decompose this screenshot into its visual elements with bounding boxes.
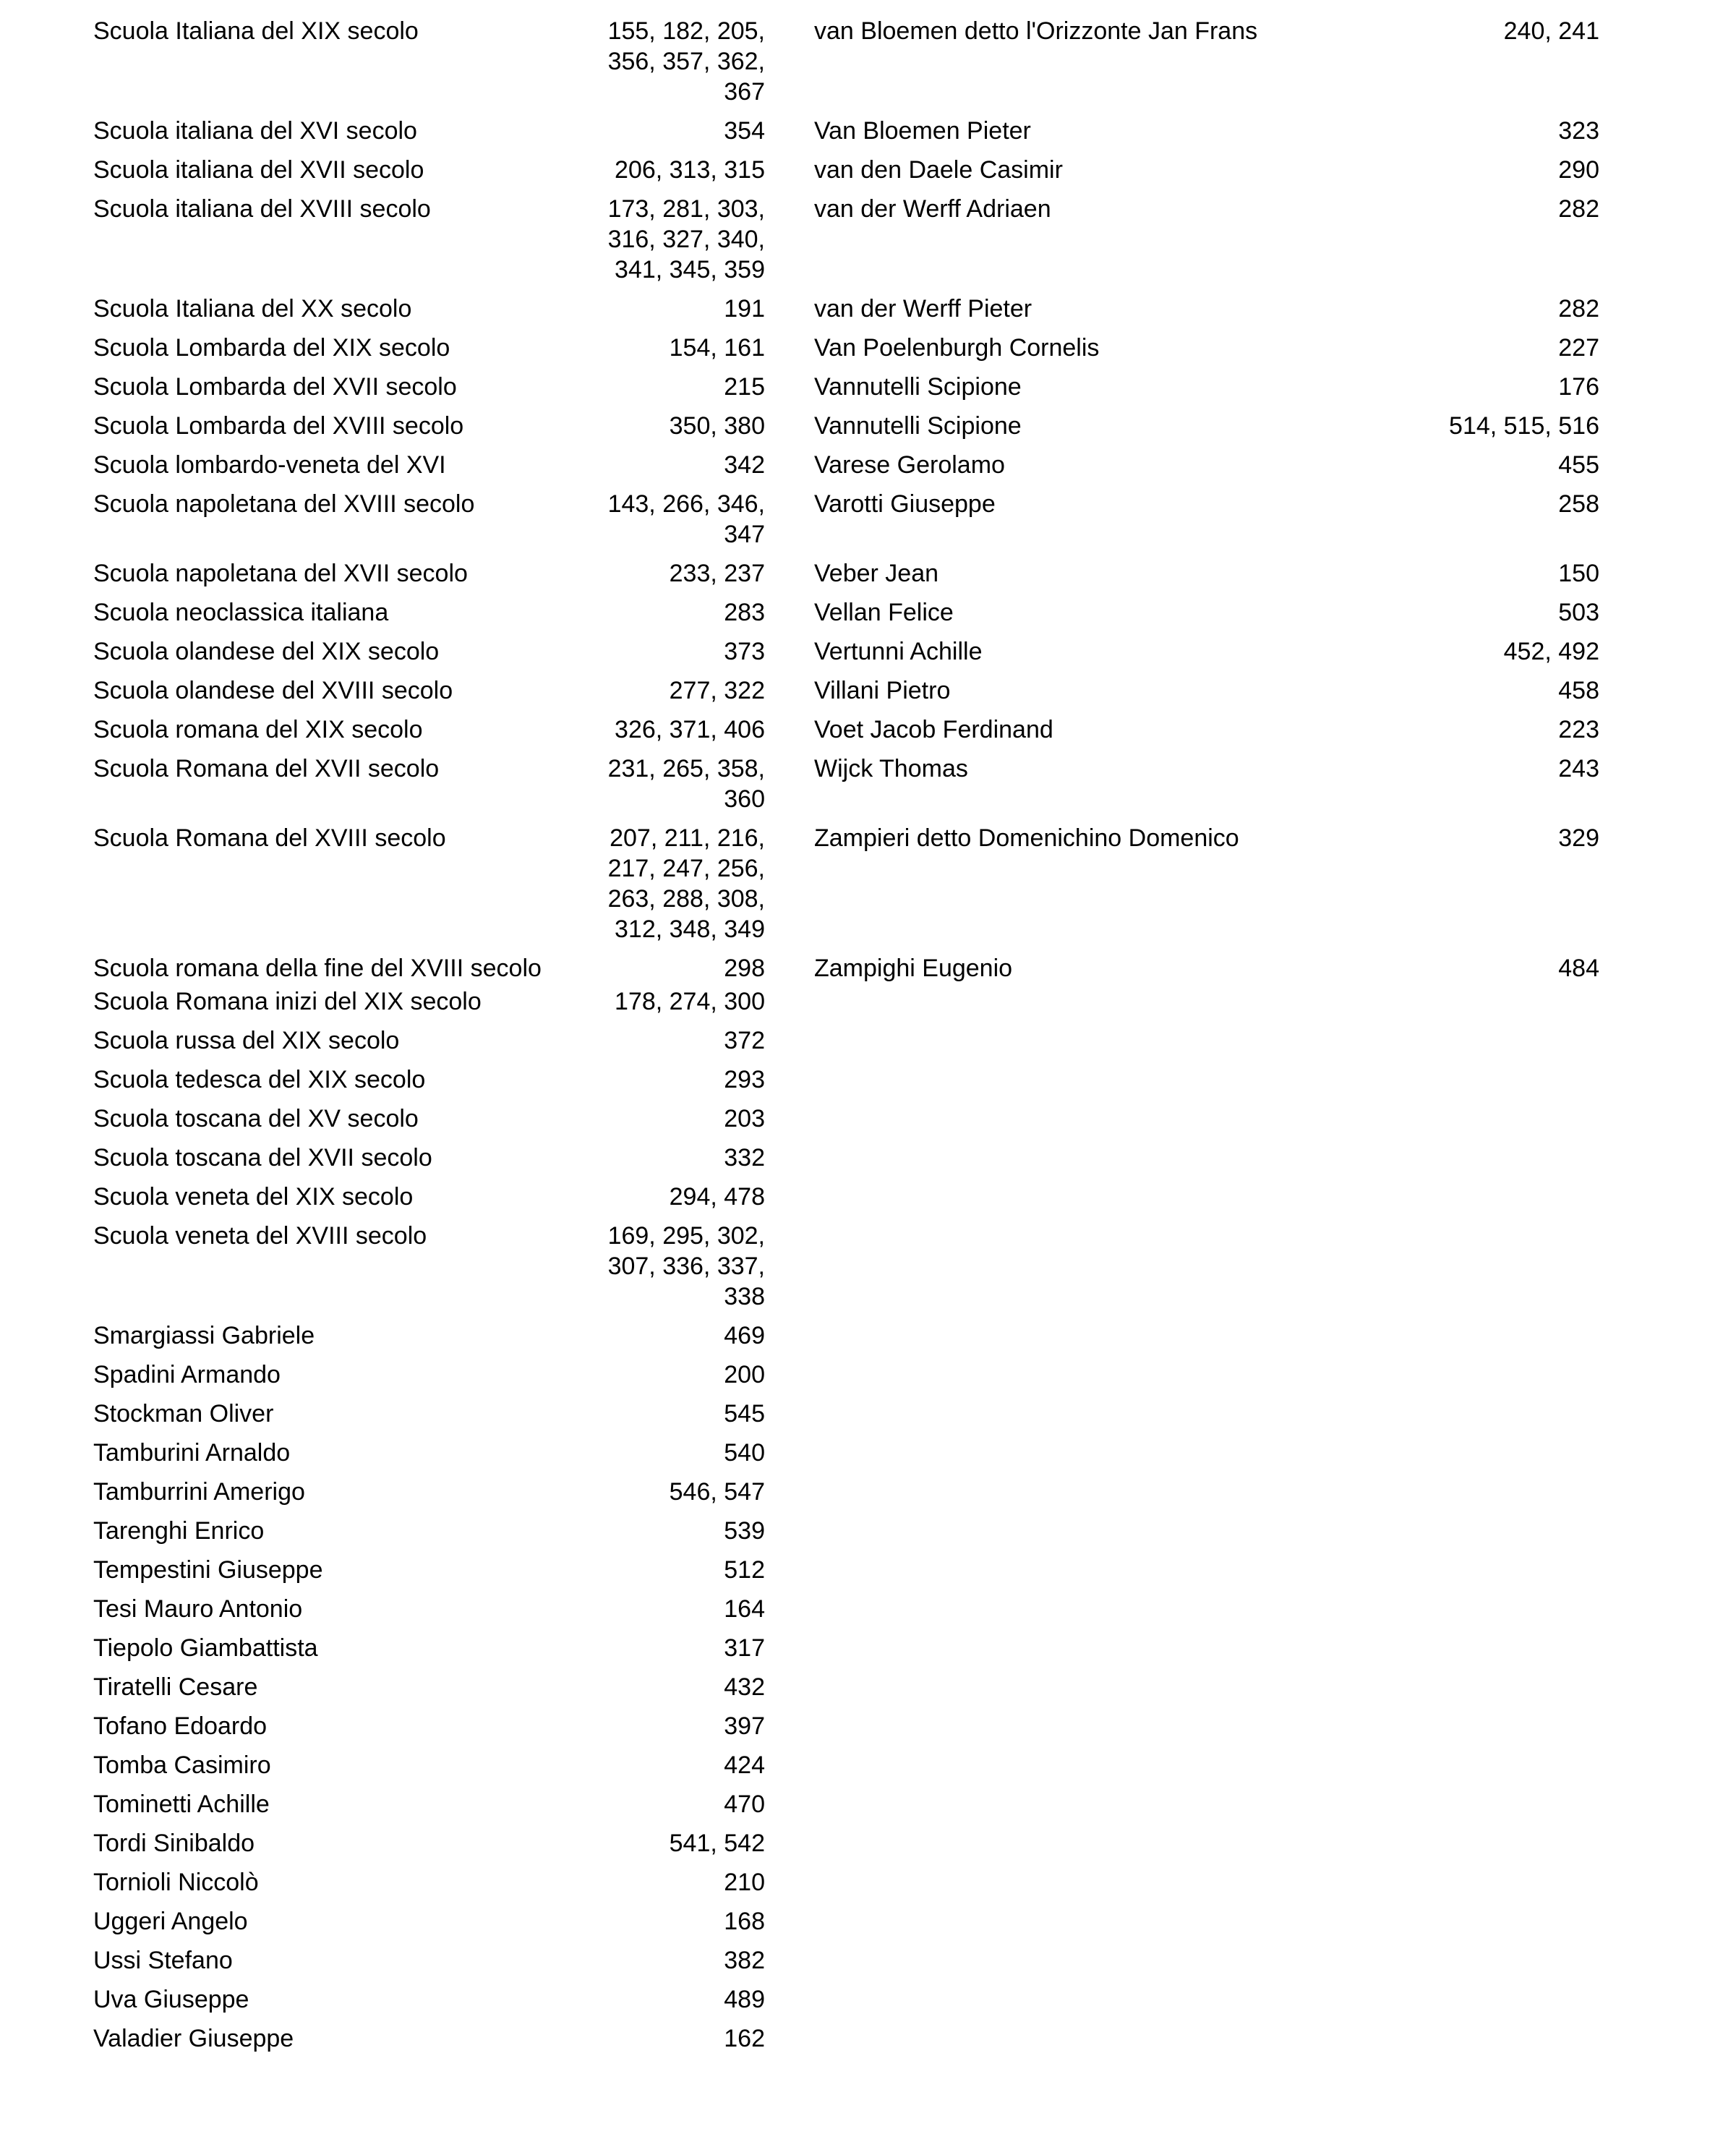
entry-name: Scuola lombardo-veneta del XVI [93, 451, 446, 479]
entry-name: Stockman Oliver [93, 1400, 274, 1428]
entry-pages: 329 [1558, 824, 1599, 852]
entry-pages: 342 [724, 451, 765, 479]
entry-pages: 326, 371, 406 [615, 716, 765, 743]
entry-pages: 489 [724, 1986, 765, 2013]
entry-name: Scuola italiana del XVII secolo [93, 156, 424, 184]
index-entry [93, 1064, 765, 1104]
entry-name: Wijck Thomas [814, 755, 968, 782]
index-entry [93, 1516, 765, 1555]
entry-pages: 332 [724, 1144, 765, 1172]
index-entry [93, 1867, 765, 1906]
entry-pages: 540 [724, 1439, 765, 1467]
index-entry [93, 16, 765, 116]
entry-pages: 164 [724, 1595, 765, 1623]
entry-pages: 458 [1558, 677, 1599, 704]
index-entry [93, 1477, 765, 1516]
entry-name: Tamburini Arnaldo [93, 1439, 291, 1467]
index-entry [93, 333, 765, 372]
index-entry [93, 1789, 765, 1828]
entry-pages: 240, 241 [1503, 17, 1599, 45]
entry-pages: 424 [724, 1751, 765, 1779]
entry-name: van der Werff Adriaen [814, 195, 1051, 223]
entry-name: Valadier Giuseppe [93, 2025, 294, 2052]
entry-pages: 539 [724, 1517, 765, 1545]
index-entry [814, 636, 1599, 675]
entry-pages: 210 [724, 1869, 765, 1896]
entry-pages: 298 [724, 955, 765, 982]
index-entry [814, 558, 1599, 597]
entry-name: Scuola Lombarda del XIX secolo [93, 334, 450, 362]
entry-pages: 469 [724, 1322, 765, 1349]
entry-pages: 470 [724, 1791, 765, 1818]
entry-name: Scuola Lombarda del XVII secolo [93, 373, 457, 401]
entry-name: Scuola italiana del XVI secolo [93, 117, 417, 145]
index-entry [93, 1672, 765, 1711]
entry-pages: 155, 182, 205, 356, 357, 362, 367 [607, 17, 765, 106]
entry-name: Tominetti Achille [93, 1791, 270, 1818]
index-entry [93, 1438, 765, 1477]
index-entry [93, 1750, 765, 1789]
entry-name: Varese Gerolamo [814, 451, 1005, 479]
entry-pages: 206, 313, 315 [615, 156, 765, 184]
entry-name: Uva Giuseppe [93, 1986, 249, 2013]
index-entry [93, 986, 765, 1025]
entry-pages: 203 [724, 1105, 765, 1132]
entry-name: Vertunni Achille [814, 638, 983, 665]
entry-pages: 258 [1558, 490, 1599, 518]
index-entry [93, 754, 765, 823]
entry-name: Van Poelenburgh Cornelis [814, 334, 1100, 362]
entry-name: Voet Jacob Ferdinand [814, 716, 1053, 743]
index-entry [93, 1906, 765, 1945]
entry-name: van den Daele Casimir [814, 156, 1063, 184]
index-entry [814, 714, 1599, 754]
index-entry [814, 450, 1599, 489]
entry-name: Scuola romana della fine del XVIII secolo [93, 955, 542, 982]
entry-pages: 512 [724, 1556, 765, 1584]
entry-pages: 290 [1558, 156, 1599, 184]
index-entry [93, 1360, 765, 1399]
index-entry [93, 116, 765, 155]
entry-name: Tornioli Niccolò [93, 1869, 259, 1896]
index-entry [93, 675, 765, 714]
index-entry [93, 714, 765, 754]
entry-name: Scuola romana del XIX secolo [93, 716, 423, 743]
entry-pages: 283 [724, 599, 765, 626]
entry-name: Scuola tedesca del XIX secolo [93, 1066, 426, 1093]
entry-name: Scuola Romana del XVII secolo [93, 755, 440, 782]
index-entry [814, 294, 1599, 333]
entry-name: Scuola Romana del XVIII secolo [93, 824, 446, 852]
index-entry [93, 1828, 765, 1867]
index-entry [93, 823, 765, 953]
entry-name: Tamburrini Amerigo [93, 1478, 305, 1506]
entry-pages: 277, 322 [669, 677, 765, 704]
entry-name: Scuola Lombarda del XVIII secolo [93, 412, 464, 440]
entry-pages: 541, 542 [669, 1830, 765, 1857]
entry-name: Tiratelli Cesare [93, 1673, 258, 1701]
entry-pages: 233, 237 [669, 560, 765, 587]
entry-name: Tomba Casimiro [93, 1751, 271, 1779]
index-entry [93, 1945, 765, 1984]
entry-pages: 223 [1558, 716, 1599, 743]
entry-pages: 191 [724, 295, 765, 323]
entry-name: van der Werff Pieter [814, 295, 1032, 323]
entry-name: Scuola veneta del XIX secolo [93, 1183, 414, 1211]
index-entry [93, 450, 765, 489]
index-entry [93, 636, 765, 675]
entry-pages: 200 [724, 1361, 765, 1388]
entry-name: Scuola olandese del XIX secolo [93, 638, 440, 665]
entry-pages: 397 [724, 1712, 765, 1740]
entry-pages: 514, 515, 516 [1449, 412, 1599, 440]
entry-pages: 373 [724, 638, 765, 665]
entry-name: Scuola Italiana del XX secolo [93, 295, 412, 323]
entry-pages: 176 [1558, 373, 1599, 401]
entry-name: Tofano Edoardo [93, 1712, 268, 1740]
entry-pages: 503 [1558, 599, 1599, 626]
entry-pages: 294, 478 [669, 1183, 765, 1211]
index-entry [93, 194, 765, 294]
entry-name: Varotti Giuseppe [814, 490, 996, 518]
index-entry [814, 675, 1599, 714]
entry-pages: 150 [1558, 560, 1599, 587]
entry-name: Van Bloemen Pieter [814, 117, 1031, 145]
index-entry [814, 16, 1599, 116]
index-entry [93, 558, 765, 597]
index-left-column [93, 16, 765, 2062]
entry-name: Scuola russa del XIX secolo [93, 1027, 400, 1054]
entry-pages: 372 [724, 1027, 765, 1054]
entry-pages: 382 [724, 1947, 765, 1974]
index-entry [93, 1399, 765, 1438]
entry-pages: 452, 492 [1503, 638, 1599, 665]
index-entry [93, 1221, 765, 1320]
entry-pages: 173, 281, 303, 316, 327, 340, 341, 345, 359 [607, 195, 765, 283]
entry-pages: 154, 161 [669, 334, 765, 362]
index-entry [93, 372, 765, 411]
index-entry [814, 597, 1599, 636]
entry-name: Vannutelli Scipione [814, 412, 1022, 440]
entry-name: Scuola italiana del XVIII secolo [93, 195, 431, 223]
entry-name: Vannutelli Scipione [814, 373, 1022, 401]
index-entry [93, 1182, 765, 1221]
entry-name: Veber Jean [814, 560, 939, 587]
entry-pages: 243 [1558, 755, 1599, 782]
index-entry [93, 1143, 765, 1182]
entry-name: Tempestini Giuseppe [93, 1556, 323, 1584]
entry-pages: 293 [724, 1066, 765, 1093]
entry-pages: 545 [724, 1400, 765, 1428]
entry-pages: 282 [1558, 195, 1599, 223]
entry-pages: 215 [724, 373, 765, 401]
index-entry [93, 155, 765, 194]
entry-pages: 484 [1558, 955, 1599, 982]
entry-name: Scuola napoletana del XVII secolo [93, 560, 468, 587]
entry-pages: 227 [1558, 334, 1599, 362]
index-entry [93, 1633, 765, 1672]
entry-pages: 178, 274, 300 [615, 988, 765, 1015]
index-entry [93, 953, 765, 986]
index-entry [814, 754, 1599, 823]
entry-pages: 169, 295, 302, 307, 336, 337, 338 [607, 1222, 765, 1310]
index-entry [93, 597, 765, 636]
entry-name: Tordi Sinibaldo [93, 1830, 255, 1857]
entry-name: Spadini Armando [93, 1361, 281, 1388]
index-entry [814, 489, 1599, 558]
entry-name: Tiepolo Giambattista [93, 1634, 318, 1662]
index-entry [93, 1984, 765, 2023]
index-entry [814, 953, 1599, 992]
entry-pages: 317 [724, 1634, 765, 1662]
entry-name: Scuola toscana del XV secolo [93, 1105, 419, 1132]
index-right-column [814, 16, 1599, 992]
entry-name: Zampighi Eugenio [814, 955, 1013, 982]
entry-name: Vellan Felice [814, 599, 954, 626]
index-entry [93, 1320, 765, 1360]
entry-name: Scuola toscana del XVII secolo [93, 1144, 432, 1172]
entry-pages: 350, 380 [669, 412, 765, 440]
entry-name: Villani Pietro [814, 677, 951, 704]
entry-pages: 231, 265, 358, 360 [607, 755, 765, 813]
entry-name: Scuola neoclassica italiana [93, 599, 389, 626]
entry-pages: 546, 547 [669, 1478, 765, 1506]
index-entry [93, 1025, 765, 1064]
entry-name: Uggeri Angelo [93, 1908, 248, 1935]
entry-pages: 323 [1558, 117, 1599, 145]
index-entry [93, 411, 765, 450]
entry-pages: 162 [724, 2025, 765, 2052]
index-entry [814, 194, 1599, 294]
entry-pages: 143, 266, 346, 347 [607, 490, 765, 548]
index-entry [93, 294, 765, 333]
index-entry [93, 2023, 765, 2062]
entry-name: van Bloemen detto l'Orizzonte Jan Frans [814, 17, 1258, 45]
entry-name: Scuola olandese del XVIII secolo [93, 677, 453, 704]
entry-pages: 207, 211, 216, 217, 247, 256, 263, 288, 308, 312, 348, 349 [607, 824, 765, 943]
entry-name: Scuola Romana inizi del XIX secolo [93, 988, 482, 1015]
index-entry [814, 116, 1599, 155]
index-entry [814, 155, 1599, 194]
entry-name: Smargiassi Gabriele [93, 1322, 315, 1349]
entry-pages: 455 [1558, 451, 1599, 479]
entry-name: Tesi Mauro Antonio [93, 1595, 303, 1623]
entry-pages: 282 [1558, 295, 1599, 323]
entry-name: Scuola Italiana del XIX secolo [93, 17, 419, 45]
entry-name: Tarenghi Enrico [93, 1517, 265, 1545]
index-entry [814, 333, 1599, 372]
entry-name: Scuola veneta del XVIII secolo [93, 1222, 427, 1250]
entry-pages: 432 [724, 1673, 765, 1701]
index-entry [93, 1555, 765, 1594]
index-entry [93, 489, 765, 558]
entry-pages: 168 [724, 1908, 765, 1935]
index-entry [93, 1711, 765, 1750]
index-entry [814, 823, 1599, 953]
entry-name: Scuola napoletana del XVIII secolo [93, 490, 475, 518]
entry-pages: 354 [724, 117, 765, 145]
entry-name: Ussi Stefano [93, 1947, 233, 1974]
index-entry [814, 411, 1599, 450]
index-entry [814, 372, 1599, 411]
index-entry [93, 1594, 765, 1633]
entry-name: Zampieri detto Domenichino Domenico [814, 824, 1239, 852]
index-entry [93, 1104, 765, 1143]
